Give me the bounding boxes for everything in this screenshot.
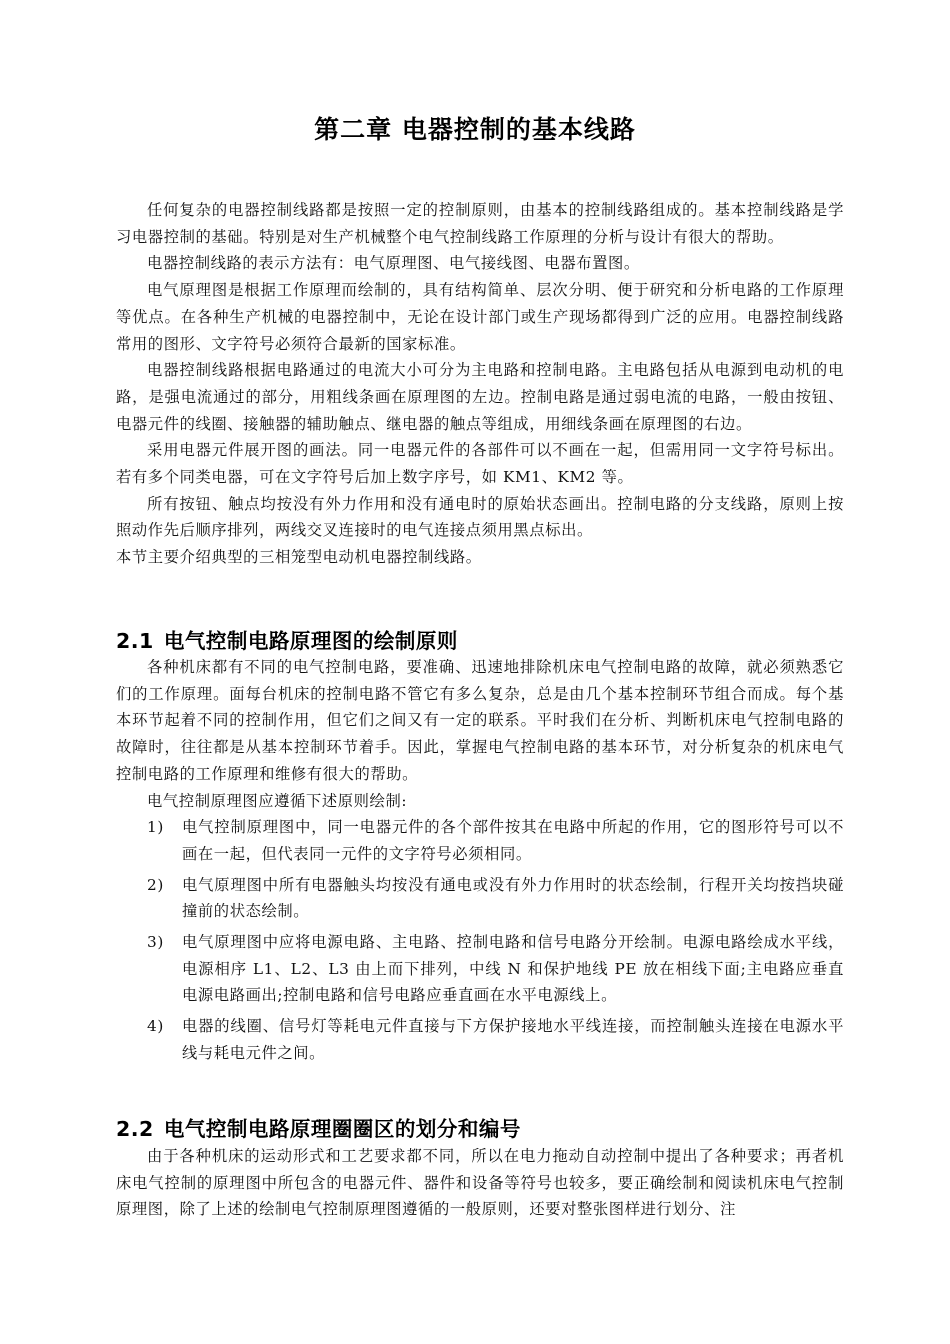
intro-paragraph: 电器控制线路根据电路通过的电流大小可分为主电路和控制电路。主电路包括从电源到电动机的电路，是强电流通过的部分，用粗线条画在原理图的左边。控制电路是通过弱电流的电路，一般由按钮、电器元件的线圈、接触器的辅助触点、继电器的触点等组成，用细线条画在原理图的右边。 [116, 361, 844, 433]
rule-item-1 [116, 814, 844, 867]
section-number: 2.1 [116, 629, 154, 653]
section-heading-2-2 [116, 1112, 846, 1142]
section-2-2-body [116, 1143, 844, 1223]
rule-marker: 4) [147, 1017, 164, 1036]
section-number: 2.2 [116, 1117, 154, 1141]
section-title: 电气控制电路原理图的绘制原则 [163, 629, 458, 653]
intro-paragraph: 电气原理图是根据工作原理而绘制的，具有结构简单、层次分明、便于研究和分析电路的工作原理等优点。在各种生产机械的电器控制中，无论在设计部门或生产现场都得到广泛的应用。电器控制线路常用的图形、文字符号必须符合最新的国家标准。 [116, 281, 844, 353]
intro-section [116, 197, 844, 571]
intro-paragraph: 任何复杂的电器控制线路都是按照一定的控制原则，由基本的控制线路组成的。基本控制线路是学习电器控制的基础。特别是对生产机械整个电气控制线路工作原理的分析与设计有很大的帮助。 [116, 201, 844, 246]
rule-text: 电器的线圈、信号灯等耗电元件直接与下方保护接地水平线连接，而控制触头连接在电源水平线与耗电元件之间。 [182, 1017, 844, 1062]
rule-marker: 2) [147, 875, 164, 894]
rule-item-2 [116, 872, 844, 925]
intro-paragraph: 电器控制线路的表示方法有：电气原理图、电气接线图、电器布置图。 [147, 254, 640, 273]
rule-text: 电气原理图中所有电器触头均按没有通电或没有外力作用时的状态绘制，行程开关均按挡块碰撞前的状态绘制。 [182, 875, 844, 921]
rules-intro: 电气控制原理图应遵循下述原则绘制: [147, 791, 408, 810]
intro-closing-line: 本节主要介绍典型的三相笼型电动机电器控制线路。 [116, 548, 482, 567]
rule-item-4 [116, 1013, 844, 1066]
section-title: 电气控制电路原理圈圈区的划分和编号 [163, 1117, 521, 1141]
section-paragraph: 由于各种机床的运动形式和工艺要求都不同，所以在电力拖动自动控制中提出了各种要求；再者机床电气控制的原理图中所包含的电器元件、器件和设备等符号也较多，要正确绘制和阅读机床电气控制原理图，除了上述的绘制电气控制原理图遵循的一般原则，还要对整张图样进行划分、注 [116, 1147, 844, 1219]
rule-item-3 [116, 929, 844, 1009]
rule-marker: 3) [147, 933, 164, 952]
rule-marker: 1) [147, 818, 164, 837]
rule-text: 电气原理图中应将电源电路、主电路、控制电路和信号电路分开绘制。电源电路绘成水平线，电源相序 L1、L2、L3 由上而下排列，中线 N 和保护地线 PE 放在相线下面;主电路应垂直电源电路画出;控制电路和信号电路应垂直画在水平电源线上。 [182, 933, 844, 1005]
section-paragraph: 各种机床都有不同的电气控制电路，要准确、迅速地排除机床电气控制电路的故障，就必须熟悉它们的工作原理。面每台机床的控制电路不管它有多么复杂，总是由几个基本控制环节组合而成。每个基本环节起着不同的控制作用，但它们之间又有一定的联系。平时我们在分析、判断机床电气控制电路的故障时，往往都是从基本控制环节着手。因此，掌握电气控制电路的基本环节，对分析复杂的机床电气控制电路的工作原理和维修有很大的帮助。 [116, 658, 844, 783]
chapter-title: 第二章 电器控制的基本线路 [314, 115, 636, 144]
section-2-1-body [116, 654, 844, 1071]
rule-text: 电气控制原理图中，同一电器元件的各个部件按其在电路中所起的作用，它的图形符号可以不画在一起，但代表同一元件的文字符号必须相同。 [182, 818, 844, 863]
intro-paragraph: 采用电器元件展开图的画法。同一电器元件的各部件可以不画在一起，但需用同一文字符号标出。若有多个同类电器，可在文字符号后加上数字序号，如 KM1、KM2 等。 [116, 441, 844, 487]
intro-paragraph: 所有按钮、触点均按没有外力作用和没有通电时的原始状态画出。控制电路的分支线路，原则上按照动作先后顺序排列，两线交叉连接时的电气连接点须用黑点标出。 [116, 494, 844, 540]
section-heading-2-1 [116, 624, 846, 654]
